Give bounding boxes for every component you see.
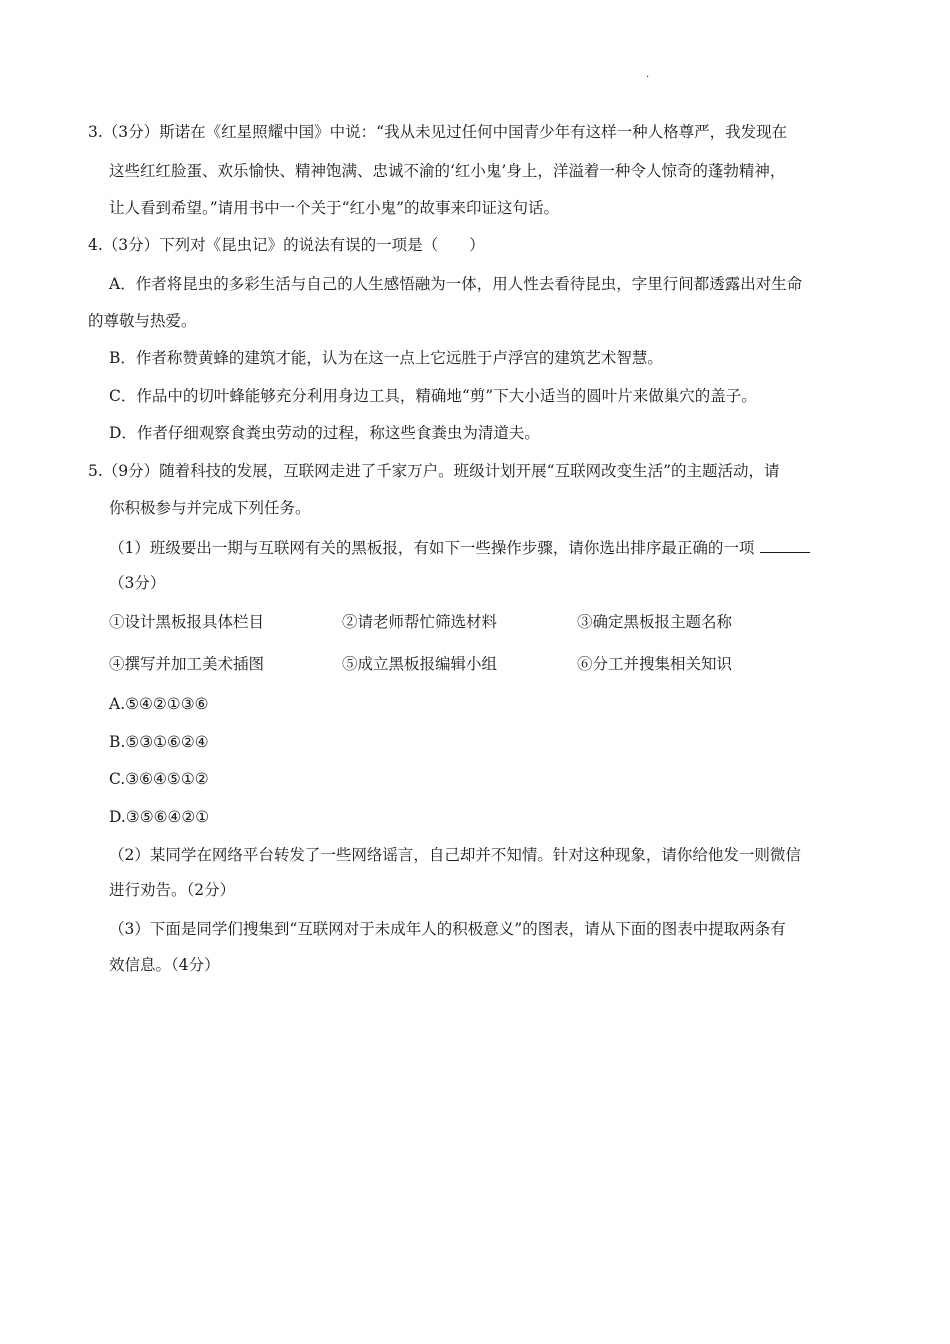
q5-sub2-line-2: 进行劝告。（2分） — [109, 881, 236, 899]
q5-sub3-line-1: （3）下面是同学们搜集到“互联网对于未成年人的积极意义”的图表，请从下面的图表中提取两条有 — [109, 920, 786, 938]
step-5: ⑤成立黑板报编辑小组 — [342, 655, 498, 673]
q4-option-c: C．作品中的切叶蜂能够充分利用身边工具，精确地“剪”下大小适当的圆叶片来做巢穴的盖子。 — [109, 387, 757, 405]
choice-a: A.⑤④②①③⑥ — [109, 695, 209, 713]
q5-line-2: 你积极参与并完成下列任务。 — [109, 499, 311, 517]
step-4: ④撰写并加工美术插图 — [109, 655, 265, 673]
answer-blank[interactable] — [760, 536, 810, 553]
choice-b: B.⑤③①⑥②④ — [109, 733, 209, 751]
q5-sub1-line-2: （3分） — [109, 574, 166, 592]
choice-d: D.③⑤⑥④②① — [109, 808, 210, 826]
choice-c: C.③⑥④⑤①② — [109, 770, 209, 788]
q4-option-b: B．作者称赞黄蜂的建筑才能，认为在这一点上它远胜于卢浮宫的建筑艺术智慧。 — [109, 349, 663, 367]
step-3: ③确定黑板报主题名称 — [577, 613, 733, 631]
q5-line-1: 5.（9分）随着科技的发展，互联网走进了千家万户。班级计划开展“互联网改变生活”的主题活动，请 — [88, 462, 780, 480]
q3-line-1: 3.（3分）斯诺在《红星照耀中国》中说：“我从未见过任何中国青少年有这样一种人格尊严，我发现在 — [88, 123, 788, 141]
q5-sub3-line-2: 效信息。（4分） — [109, 956, 220, 974]
q4-option-a-line-2: 的尊敬与热爱。 — [88, 312, 197, 330]
q4-option-a-line-1: A．作者将昆虫的多彩生活与自己的人生感悟融为一体，用人性去看待昆虫，字里行间都透露出对生命 — [109, 275, 803, 293]
step-2: ②请老师帮忙筛选材料 — [342, 613, 498, 631]
q5-sub1-text: （1）班级要出一期与互联网有关的黑板报，有如下一些操作步骤，请你选出排序最正确的一项 — [109, 539, 755, 557]
q4-option-d: D．作者仔细观察食粪虫劳动的过程，称这些食粪虫为清道夫。 — [109, 424, 540, 442]
q4-stem: 4.（3分）下列对《昆虫记》的说法有误的一项是（ ） — [88, 236, 485, 254]
step-6: ⑥分工并搜集相关知识 — [577, 655, 733, 673]
header-mark: · — [646, 72, 650, 83]
q3-line-2: 这些红红脸蛋、欢乐愉快、精神饱满、忠诚不渝的‘红小鬼’身上，洋溢着一种令人惊奇的蓬勃精神， — [109, 162, 786, 180]
q5-sub1-line-1 — [109, 536, 810, 559]
step-1: ①设计黑板报具体栏目 — [109, 613, 265, 631]
q3-line-3: 让人看到希望。”请用书中一个关于“红小鬼”的故事来印证这句话。 — [109, 199, 560, 217]
q5-sub2-line-1: （2）某同学在网络平台转发了一些网络谣言，自己却并不知情。针对这种现象，请你给他发一则微信 — [109, 846, 801, 864]
